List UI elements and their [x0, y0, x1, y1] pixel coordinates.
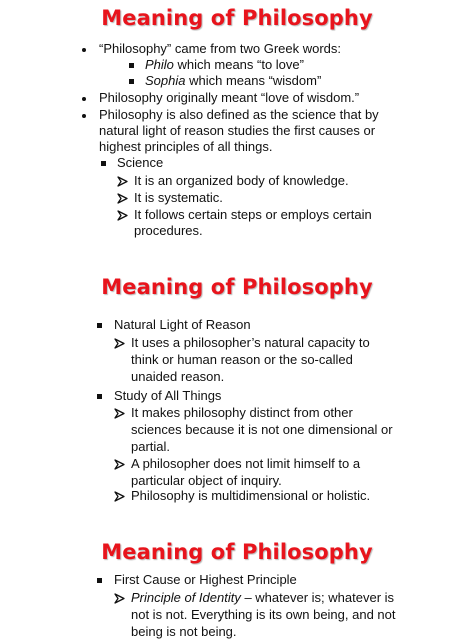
bullet-square-icon [97, 578, 102, 583]
list-item-continuation: not is not. Everything is its own being, and not [131, 607, 396, 622]
list-item-continuation: partial. [131, 439, 171, 454]
list-item-continuation: natural light of reason studies the first causes or [99, 123, 376, 138]
list-item: Study of All Things [114, 388, 222, 403]
list-item: A philosopher does not limit himself to a [131, 456, 361, 471]
list-item-continuation: think or human reason or the so-called [131, 352, 353, 367]
term-sophia-meaning: which means “wisdom” [185, 73, 322, 88]
list-item-continuation: particular object of inquiry. [131, 473, 282, 488]
list-item: Science [117, 155, 164, 170]
term-principle-of-identity-definition: – whatever is; whatever is [240, 590, 395, 605]
list-item: It uses a philosopher’s natural capacity to [131, 335, 370, 350]
list-item [131, 590, 394, 607]
slide-title: Meaning of Philosophy [101, 275, 373, 299]
arrow-bullet-icon [114, 593, 125, 604]
list-item-continuation: procedures. [134, 223, 203, 238]
term-philo: Philo [145, 57, 174, 72]
list-item-continuation: unaided reason. [131, 369, 225, 384]
list-item: First Cause or Highest Principle [114, 572, 297, 587]
list-item-continuation: sciences because it is not one dimensional or [131, 422, 393, 437]
list-item: It makes philosophy distinct from other [131, 405, 353, 420]
list-item: Philosophy is also defined as the science that by [99, 107, 379, 122]
list-item: It follows certain steps or employs certain [134, 207, 372, 222]
list-item-continuation: being is not being. [131, 624, 237, 639]
term-principle-of-identity: Principle of Identity [131, 590, 241, 605]
slide-title: Meaning of Philosophy [101, 540, 373, 564]
list-item: It is an organized body of knowledge. [134, 173, 349, 188]
list-item: “Philosophy” came from two Greek words: [99, 41, 342, 56]
list-item: It is systematic. [134, 190, 223, 205]
list-item: Natural Light of Reason [114, 317, 251, 332]
list-item: Philosophy is multidimensional or holistic. [131, 488, 371, 503]
term-philo-meaning: which means “to love” [173, 57, 304, 72]
list-item: Philosophy originally meant “love of wisdom.” [99, 90, 360, 105]
slide-title: Meaning of Philosophy [101, 6, 373, 30]
term-sophia: Sophia [145, 73, 186, 88]
list-item-continuation: highest principles of all things. [99, 139, 273, 154]
